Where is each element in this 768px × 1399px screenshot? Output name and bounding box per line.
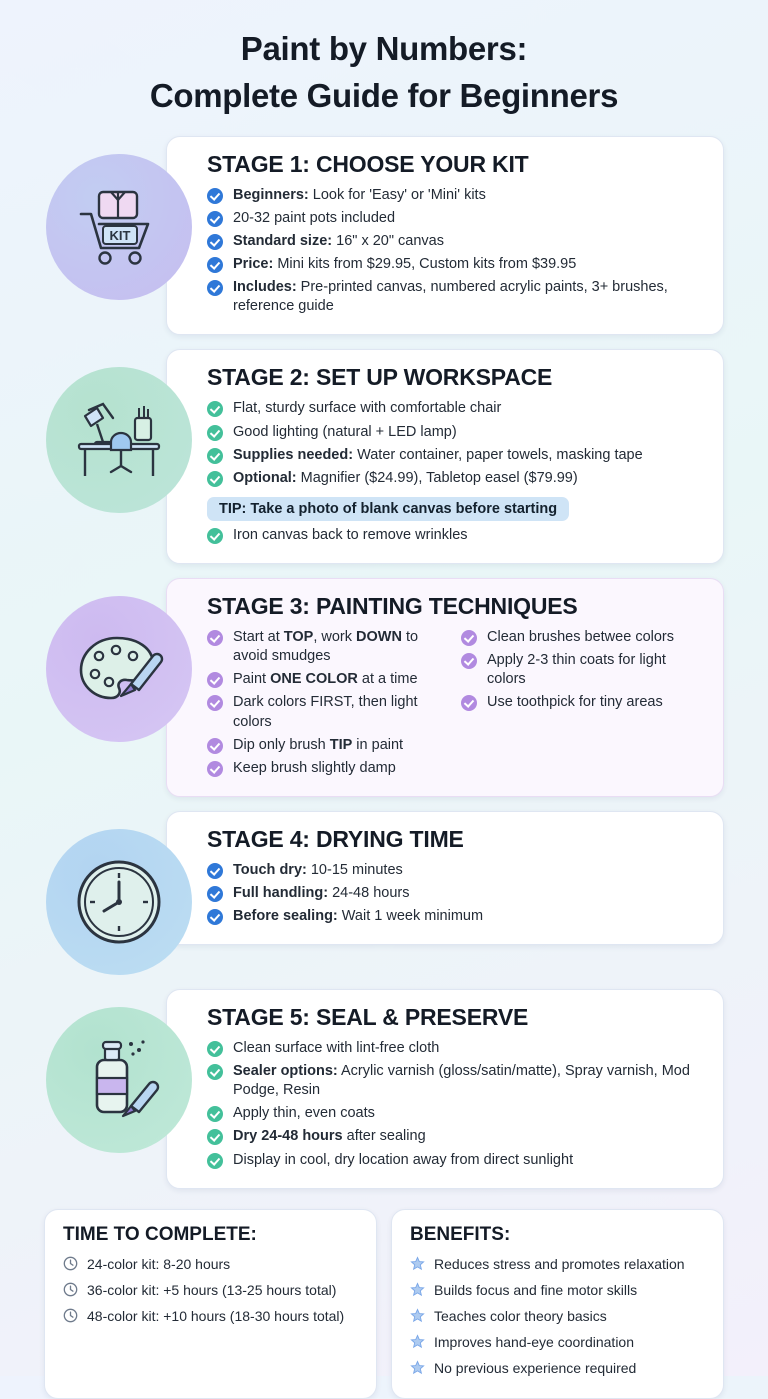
stage-1-items <box>207 186 705 317</box>
item-text: 16" x 20" canvas <box>332 232 444 249</box>
item-text: Iron canvas back to remove wrinkles <box>233 526 468 543</box>
stage-5-items <box>207 1039 705 1170</box>
check-icon <box>207 188 223 204</box>
item-text: Teaches color theory basics <box>434 1308 607 1325</box>
item-bold: Dry 24-48 hours <box>233 1128 343 1145</box>
stage-4-heading: STAGE 4: DRYING TIME <box>207 825 464 852</box>
check-icon <box>207 471 223 487</box>
list-item <box>461 628 705 647</box>
title-line-1: Paint by Numbers: <box>240 30 528 67</box>
item-text: Use toothpick for tiny areas <box>487 694 663 711</box>
stage-3-items-right <box>461 628 705 782</box>
stage-2-card <box>166 349 724 564</box>
benefits-panel <box>391 1209 724 1399</box>
list-item <box>207 1039 705 1058</box>
check-icon <box>207 761 223 777</box>
check-icon <box>461 630 477 646</box>
list-item <box>207 1062 705 1100</box>
check-icon <box>207 1041 223 1057</box>
check-icon <box>207 1153 223 1169</box>
check-icon <box>207 695 223 711</box>
item-text: 24-48 hours <box>328 885 410 902</box>
palette-brush-icon <box>71 626 167 712</box>
item-bold: Full handling: <box>233 885 329 902</box>
stage-4 <box>0 811 768 975</box>
list-item <box>207 861 705 880</box>
item-text: 24-color kit: 8-20 hours <box>87 1255 231 1272</box>
list-item <box>207 278 705 316</box>
list-item: Start at TOP, work DOWN to avoid smudges <box>207 628 451 666</box>
item-bold: Beginners: <box>233 186 309 203</box>
list-item <box>63 1307 360 1325</box>
stage-2 <box>0 349 768 564</box>
list-item <box>207 526 705 545</box>
check-icon <box>207 630 223 646</box>
stage-3-card <box>166 578 724 797</box>
item-text: Clean surface with lint-free cloth <box>233 1039 440 1056</box>
list-item <box>207 232 705 251</box>
list-item <box>410 1359 707 1377</box>
page-title <box>0 0 768 128</box>
item-text: 36-color kit: +5 hours (13-25 hours total) <box>87 1281 337 1298</box>
list-item <box>207 186 705 205</box>
stage-3-items-left <box>207 628 451 782</box>
item-text: Reduces stress and promotes relaxation <box>434 1255 685 1272</box>
item-bold: Supplies needed: <box>233 446 354 463</box>
check-icon <box>207 257 223 273</box>
stage-1-heading: STAGE 1: CHOOSE YOUR KIT <box>207 150 529 177</box>
stage-2-items <box>207 399 705 488</box>
list-item <box>207 907 705 926</box>
check-icon <box>207 1106 223 1122</box>
check-icon <box>207 738 223 754</box>
stage-1-card <box>166 136 724 336</box>
stage-3-heading: STAGE 3: PAINTING TECHNIQUES <box>207 593 578 620</box>
item-text: Improves hand-eye coordination <box>434 1334 635 1351</box>
list-item: Dark colors FIRST, then light colors <box>207 693 451 731</box>
list-item <box>207 209 705 228</box>
check-icon <box>207 1129 223 1145</box>
item-text: Clean brushes betwee colors <box>487 629 674 646</box>
check-icon <box>207 528 223 544</box>
stage-5-card <box>166 989 724 1189</box>
list-item <box>207 255 705 274</box>
stage-1 <box>0 136 768 336</box>
star-icon <box>410 1282 425 1301</box>
check-icon <box>207 425 223 441</box>
stage-5 <box>0 989 768 1189</box>
item-text: after sealing <box>342 1128 426 1145</box>
spray-can-varnish-icon <box>73 1034 165 1126</box>
item-text: Look for 'Easy' or 'Mini' kits <box>308 186 486 203</box>
shopping-cart-kit-icon <box>73 184 165 270</box>
check-icon <box>207 1064 223 1080</box>
item-text: Acrylic varnish (gloss/satin/matte), Spray varnish, Mod Podge, Resin <box>233 1063 690 1099</box>
list-item <box>207 1151 705 1170</box>
item-text: No previous experience required <box>434 1360 637 1377</box>
list-item <box>207 446 705 465</box>
item-bold: Standard size: <box>233 232 333 249</box>
item-text: Apply thin, even coats <box>233 1105 375 1122</box>
list-item: Paint ONE COLOR at a time <box>207 670 451 689</box>
item-text: Water container, paper towels, masking tape <box>353 446 643 463</box>
item-bold: Sealer options: <box>233 1063 338 1080</box>
list-item <box>63 1255 360 1273</box>
check-icon <box>461 695 477 711</box>
list-item <box>207 1127 705 1146</box>
check-icon <box>207 234 223 250</box>
benefits-panel-heading: BENEFITS: <box>410 1223 511 1245</box>
stage-2-heading: STAGE 2: SET UP WORKSPACE <box>207 364 553 391</box>
stage-2-items-after <box>207 526 705 545</box>
stage-4-card <box>166 811 724 945</box>
benefits-panel-list <box>410 1255 707 1378</box>
list-item <box>207 423 705 442</box>
list-item <box>461 651 705 689</box>
title-line-2: Complete Guide for Beginners <box>149 76 619 114</box>
item-text: Apply 2-3 thin coats for light colors <box>487 652 666 688</box>
star-icon <box>410 1256 425 1275</box>
list-item: Keep brush slightly damp <box>207 759 451 778</box>
clock-icon <box>63 1308 78 1327</box>
item-bold: Touch dry: <box>233 861 307 878</box>
star-icon <box>410 1334 425 1353</box>
list-item: Dip only brush TIP in paint <box>207 736 451 755</box>
star-icon <box>410 1360 425 1379</box>
item-bold: Before sealing: <box>233 908 338 925</box>
list-item <box>410 1333 707 1351</box>
desk-lamp-workspace-icon <box>71 396 167 484</box>
stage-list <box>0 136 768 1189</box>
list-item <box>207 399 705 418</box>
item-text: Builds focus and fine motor skills <box>434 1281 638 1298</box>
stage-2-badge <box>46 367 192 513</box>
list-item <box>410 1255 707 1273</box>
list-item <box>207 469 705 488</box>
item-text: 10-15 minutes <box>306 861 403 878</box>
stage-3-badge <box>46 596 192 742</box>
bottom-panels <box>0 1203 768 1399</box>
svg-text:KIT: KIT <box>109 227 131 243</box>
item-text: Display in cool, dry location away from direct sunlight <box>233 1151 574 1168</box>
list-item <box>207 1104 705 1123</box>
item-bold: Includes: <box>233 279 297 296</box>
item-text: Wait 1 week minimum <box>337 908 484 925</box>
time-to-complete-panel <box>44 1209 377 1399</box>
check-icon <box>207 401 223 417</box>
check-icon <box>207 211 223 227</box>
item-text: 48-color kit: +10 hours (18-30 hours total) <box>87 1308 345 1325</box>
clock-icon <box>63 1282 78 1301</box>
stage-3-columns <box>207 628 705 782</box>
check-icon <box>207 672 223 688</box>
item-text: Mini kits from $29.95, Custom kits from $39.95 <box>273 256 577 273</box>
stage-5-heading: STAGE 5: SEAL & PRESERVE <box>207 1003 529 1030</box>
star-icon <box>410 1308 425 1327</box>
stage-3 <box>0 578 768 797</box>
item-text: Flat, sturdy surface with comfortable chair <box>233 400 502 417</box>
item-bold: Price: <box>233 256 274 273</box>
check-icon <box>207 909 223 925</box>
stage-4-items <box>207 861 705 926</box>
item-bold: Optional: <box>233 469 297 486</box>
list-item <box>207 884 705 903</box>
stage-5-badge <box>46 1007 192 1153</box>
item-text: Good lighting (natural + LED lamp) <box>233 423 457 440</box>
check-icon <box>207 886 223 902</box>
list-item <box>410 1281 707 1299</box>
time-panel-heading: TIME TO COMPLETE: <box>63 1223 257 1245</box>
stage-1-badge <box>46 154 192 300</box>
stage-2-tip: TIP: Take a photo of blank canvas before starting <box>207 497 569 521</box>
list-item <box>410 1307 707 1325</box>
clock-icon <box>72 855 166 949</box>
check-icon <box>461 653 477 669</box>
check-icon <box>207 280 223 296</box>
check-icon <box>207 448 223 464</box>
clock-icon <box>63 1256 78 1275</box>
list-item <box>63 1281 360 1299</box>
check-icon <box>207 863 223 879</box>
stage-4-badge <box>46 829 192 975</box>
item-text: Pre-printed canvas, numbered acrylic paints, 3+ brushes, reference guide <box>233 279 668 315</box>
list-item <box>461 693 705 712</box>
item-text: Magnifier ($24.99), Tabletop easel ($79.99) <box>296 469 578 486</box>
time-panel-list <box>63 1255 360 1326</box>
item-text: 20-32 paint pots included <box>233 209 396 226</box>
